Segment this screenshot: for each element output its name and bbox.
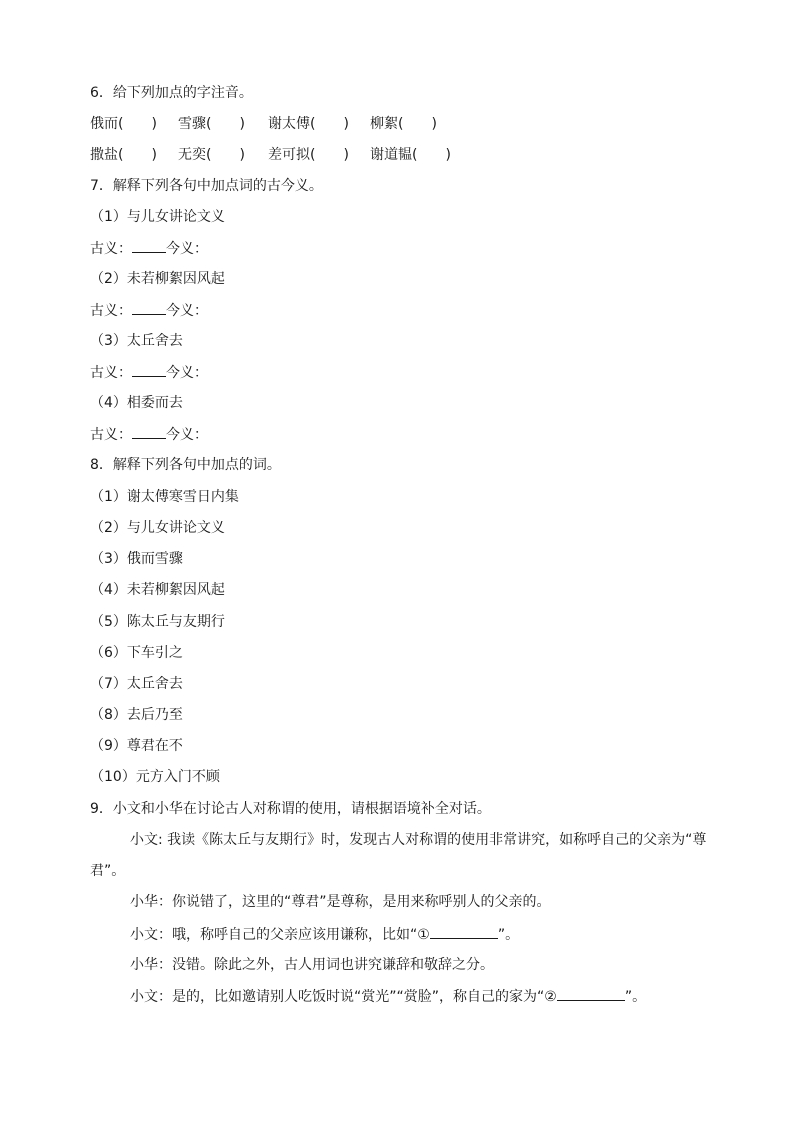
dialogue-text: 小文：是的，比如邀请别人吃饭时说“赏光”“赏脸”，称自己的家为“②	[130, 989, 557, 1005]
dialogue-text: 小文：哦，称呼自己的父亲应该用谦称，比如“①	[130, 927, 430, 943]
jin-label: 今义：	[166, 365, 208, 381]
q6-item: 谢太傅( )	[268, 116, 349, 132]
dialogue-line: 君”。	[90, 863, 126, 879]
q8-item: （5）陈太丘与友期行	[90, 614, 225, 630]
jin-label: 今义：	[166, 241, 208, 257]
q6-item: 柳絮( )	[370, 116, 437, 132]
dialogue-line: 小文: 我读《陈太丘与友期行》时，发现古人对称谓的使用非常讲究，如称呼自己的父亲为“尊	[130, 832, 707, 848]
q8-item: （6）下车引之	[90, 645, 183, 661]
dialogue-text: ”。	[497, 927, 520, 943]
q8-item: （4）未若柳絮因风起	[90, 582, 225, 598]
answer-blank-2[interactable]	[557, 986, 625, 1001]
jin-label: 今义：	[166, 303, 208, 319]
q6-item: 无奕( )	[178, 147, 245, 163]
q6-item: 雪骤( )	[178, 116, 245, 132]
q6-item: 俄而( )	[90, 116, 157, 132]
q8-item: （3）俄而雪骤	[90, 551, 183, 567]
q8-stem: 8．解释下列各句中加点的词。	[90, 457, 281, 473]
gu-blank[interactable]	[132, 300, 166, 315]
q8-item: （9）尊君在不	[90, 738, 183, 754]
gu-label: 古义：	[90, 365, 132, 381]
gu-label: 古义：	[90, 241, 132, 257]
q6-stem: 6．给下列加点的字注音。	[90, 85, 253, 101]
gu-blank[interactable]	[132, 362, 166, 377]
q8-item: （2）与儿女讲论文义	[90, 520, 225, 536]
gu-blank[interactable]	[132, 238, 166, 253]
dialogue-line: 小华：没错。除此之外，古人用词也讲究谦辞和敬辞之分。	[130, 957, 494, 973]
q9-stem: 9．小文和小华在讨论古人对称谓的使用，请根据语境补全对话。	[90, 801, 491, 817]
q7-stem: 7．解释下列各句中加点词的古今义。	[90, 178, 323, 194]
q6-item: 差可拟( )	[268, 147, 349, 163]
q7-answer-line	[90, 362, 208, 383]
gu-label: 古义：	[90, 427, 132, 443]
q6-item: 谢道韫( )	[370, 147, 451, 163]
q7-sentence: （2）未若柳絮因风起	[90, 271, 225, 287]
q7-answer-line	[90, 300, 208, 321]
gu-blank[interactable]	[132, 424, 166, 439]
q6-item: 撒盐( )	[90, 147, 157, 163]
dialogue-line	[130, 924, 519, 945]
q7-sentence: （1）与儿女讲论文义	[90, 209, 225, 225]
q8-item: （7）太丘舍去	[90, 676, 183, 692]
q8-item: （10）元方入门不顾	[90, 769, 220, 785]
q7-sentence: （4）相委而去	[90, 395, 183, 411]
q7-sentence: （3）太丘舍去	[90, 333, 183, 349]
jin-label: 今义：	[166, 427, 208, 443]
dialogue-text: ”。	[624, 989, 647, 1005]
dialogue-line	[130, 986, 646, 1007]
dialogue-line: 小华：你说错了，这里的“尊君”是尊称，是用来称呼别人的父亲的。	[130, 894, 551, 910]
answer-blank-1[interactable]	[430, 924, 498, 939]
q7-answer-line	[90, 424, 208, 445]
q7-answer-line	[90, 238, 208, 259]
q8-item: （1）谢太傅寒雪日内集	[90, 489, 239, 505]
gu-label: 古义：	[90, 303, 132, 319]
q8-item: （8）去后乃至	[90, 707, 183, 723]
